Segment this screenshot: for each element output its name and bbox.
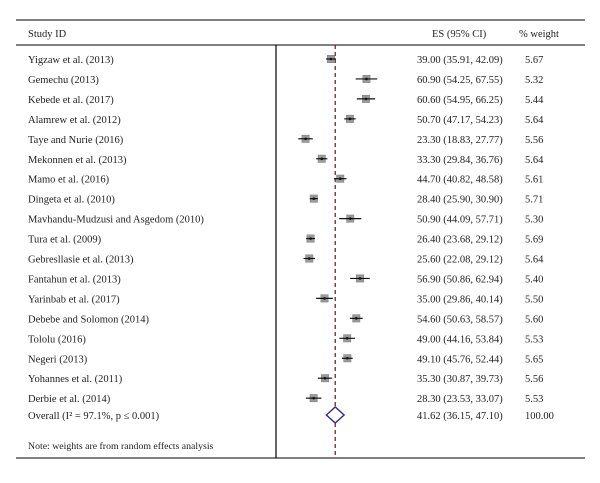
study-8-ci-text: 28.40 (25.90, 30.90)	[417, 194, 503, 206]
study-5-name: Taye and Nurie (2016)	[28, 134, 124, 146]
study-12-weight-text: 5.40	[525, 274, 544, 286]
study-10-point	[309, 237, 312, 240]
overall-diamond	[326, 407, 344, 423]
header-effect-size: ES (95% CI)	[432, 29, 487, 40]
study-2-name: Gemechu (2013)	[28, 74, 99, 86]
study-16-ci-text: 49.10 (45.76, 52.44)	[417, 354, 503, 366]
study-7-ci-text: 44.70 (40.82, 48.58)	[417, 174, 503, 186]
study-11-ci-text: 25.60 (22.08, 29.12)	[417, 254, 503, 266]
study-14-weight-text: 5.60	[525, 314, 544, 326]
study-17-name: Yohannes et al. (2011)	[28, 374, 123, 386]
study-13-weight-text: 5.50	[525, 294, 544, 306]
study-16-name: Negeri (2013)	[28, 354, 88, 366]
study-2-weight-text: 5.32	[525, 74, 544, 86]
study-18-name: Derbie et al. (2014)	[28, 394, 111, 406]
study-3-name: Kebede et al. (2017)	[28, 94, 114, 106]
study-4-ci-text: 50.70 (47.17, 54.23)	[417, 114, 503, 126]
plot-marks	[298, 45, 377, 458]
study-4-name: Alamrew et al. (2012)	[28, 114, 121, 126]
study-5-point	[304, 138, 307, 141]
study-3-ci-text: 60.60 (54.95, 66.25)	[417, 94, 503, 106]
study-10-weight-text: 5.69	[525, 234, 544, 246]
study-9-point	[349, 217, 352, 220]
study-13-point	[323, 297, 326, 300]
study-1-point	[330, 58, 333, 61]
study-7-name: Mamo et al. (2016)	[28, 174, 110, 186]
study-rows	[28, 55, 544, 405]
study-2-ci-text: 60.90 (54.25, 67.55)	[417, 74, 503, 86]
study-13-name: Yarinbab et al. (2017)	[28, 294, 120, 306]
study-15-name: Tololu (2016)	[28, 334, 86, 346]
study-6-ci-text: 33.30 (29.84, 36.76)	[417, 154, 503, 166]
overall-ci-label: 41.62 (36.15, 47.10)	[417, 411, 503, 422]
study-17-weight-text: 5.56	[525, 374, 544, 386]
study-8-weight-text: 5.71	[525, 194, 544, 206]
study-11-weight-text: 5.64	[525, 254, 544, 266]
study-14-name: Debebe and Solomon (2014)	[28, 314, 150, 326]
study-13-ci-text: 35.00 (29.86, 40.14)	[417, 294, 503, 306]
study-9-weight-text: 5.30	[525, 214, 544, 226]
study-15-weight-text: 5.53	[525, 334, 544, 346]
study-15-point	[346, 337, 349, 340]
study-16-point	[346, 357, 349, 360]
header-weight: % weight	[519, 29, 559, 40]
study-10-name: Tura et al. (2009)	[28, 234, 102, 246]
study-11-name: Gebresllasie et al. (2013)	[28, 254, 134, 266]
study-17-point	[324, 377, 327, 380]
study-14-point	[355, 317, 358, 320]
study-7-point	[339, 177, 342, 180]
study-12-point	[359, 277, 362, 280]
study-5-weight-text: 5.56	[525, 134, 544, 146]
study-3-point	[365, 98, 368, 101]
header-study-id: Study ID	[28, 29, 67, 40]
study-16-weight-text: 5.65	[525, 354, 544, 366]
footnote: Note: weights are from random effects analysis	[28, 441, 214, 452]
study-1-ci-text: 39.00 (35.91, 42.09)	[417, 55, 503, 66]
study-5-ci-text: 23.30 (18.83, 27.77)	[417, 134, 503, 146]
study-17-ci-text: 35.30 (30.87, 39.73)	[417, 374, 503, 386]
study-6-weight-text: 5.64	[525, 154, 544, 166]
study-15-ci-text: 49.00 (44.16, 53.84)	[417, 334, 503, 346]
study-1-weight-text: 5.67	[525, 55, 544, 66]
study-18-point	[312, 397, 315, 400]
study-7-weight-text: 5.61	[525, 174, 544, 186]
study-11-point	[308, 257, 311, 260]
study-12-name: Fantahun et al. (2013)	[28, 274, 121, 286]
study-6-name: Mekonnen et al. (2013)	[28, 154, 127, 166]
study-9-ci-text: 50.90 (44.09, 57.71)	[417, 214, 503, 226]
study-14-ci-text: 54.60 (50.63, 58.57)	[417, 314, 503, 326]
study-8-name: Dingeta et al. (2010)	[28, 194, 115, 206]
study-3-weight-text: 5.44	[525, 94, 544, 106]
overall-weight-label: 100.00	[525, 411, 554, 422]
study-18-ci-text: 28.30 (23.53, 33.07)	[417, 394, 503, 406]
study-1-name: Yigzaw et al. (2013)	[28, 55, 114, 66]
study-9-name: Mavhandu-Mudzusi and Asgedom (2010)	[28, 214, 204, 226]
study-12-ci-text: 56.90 (50.86, 62.94)	[417, 274, 503, 286]
study-4-point	[349, 118, 352, 121]
study-8-point	[313, 197, 316, 200]
study-10-ci-text: 26.40 (23.68, 29.12)	[417, 234, 503, 246]
study-4-weight-text: 5.64	[525, 114, 544, 126]
study-2-point	[365, 78, 368, 81]
overall-label: Overall (I² = 97.1%, p ≤ 0.001)	[28, 411, 160, 422]
study-18-weight-text: 5.53	[525, 394, 544, 406]
study-6-point	[320, 157, 323, 160]
